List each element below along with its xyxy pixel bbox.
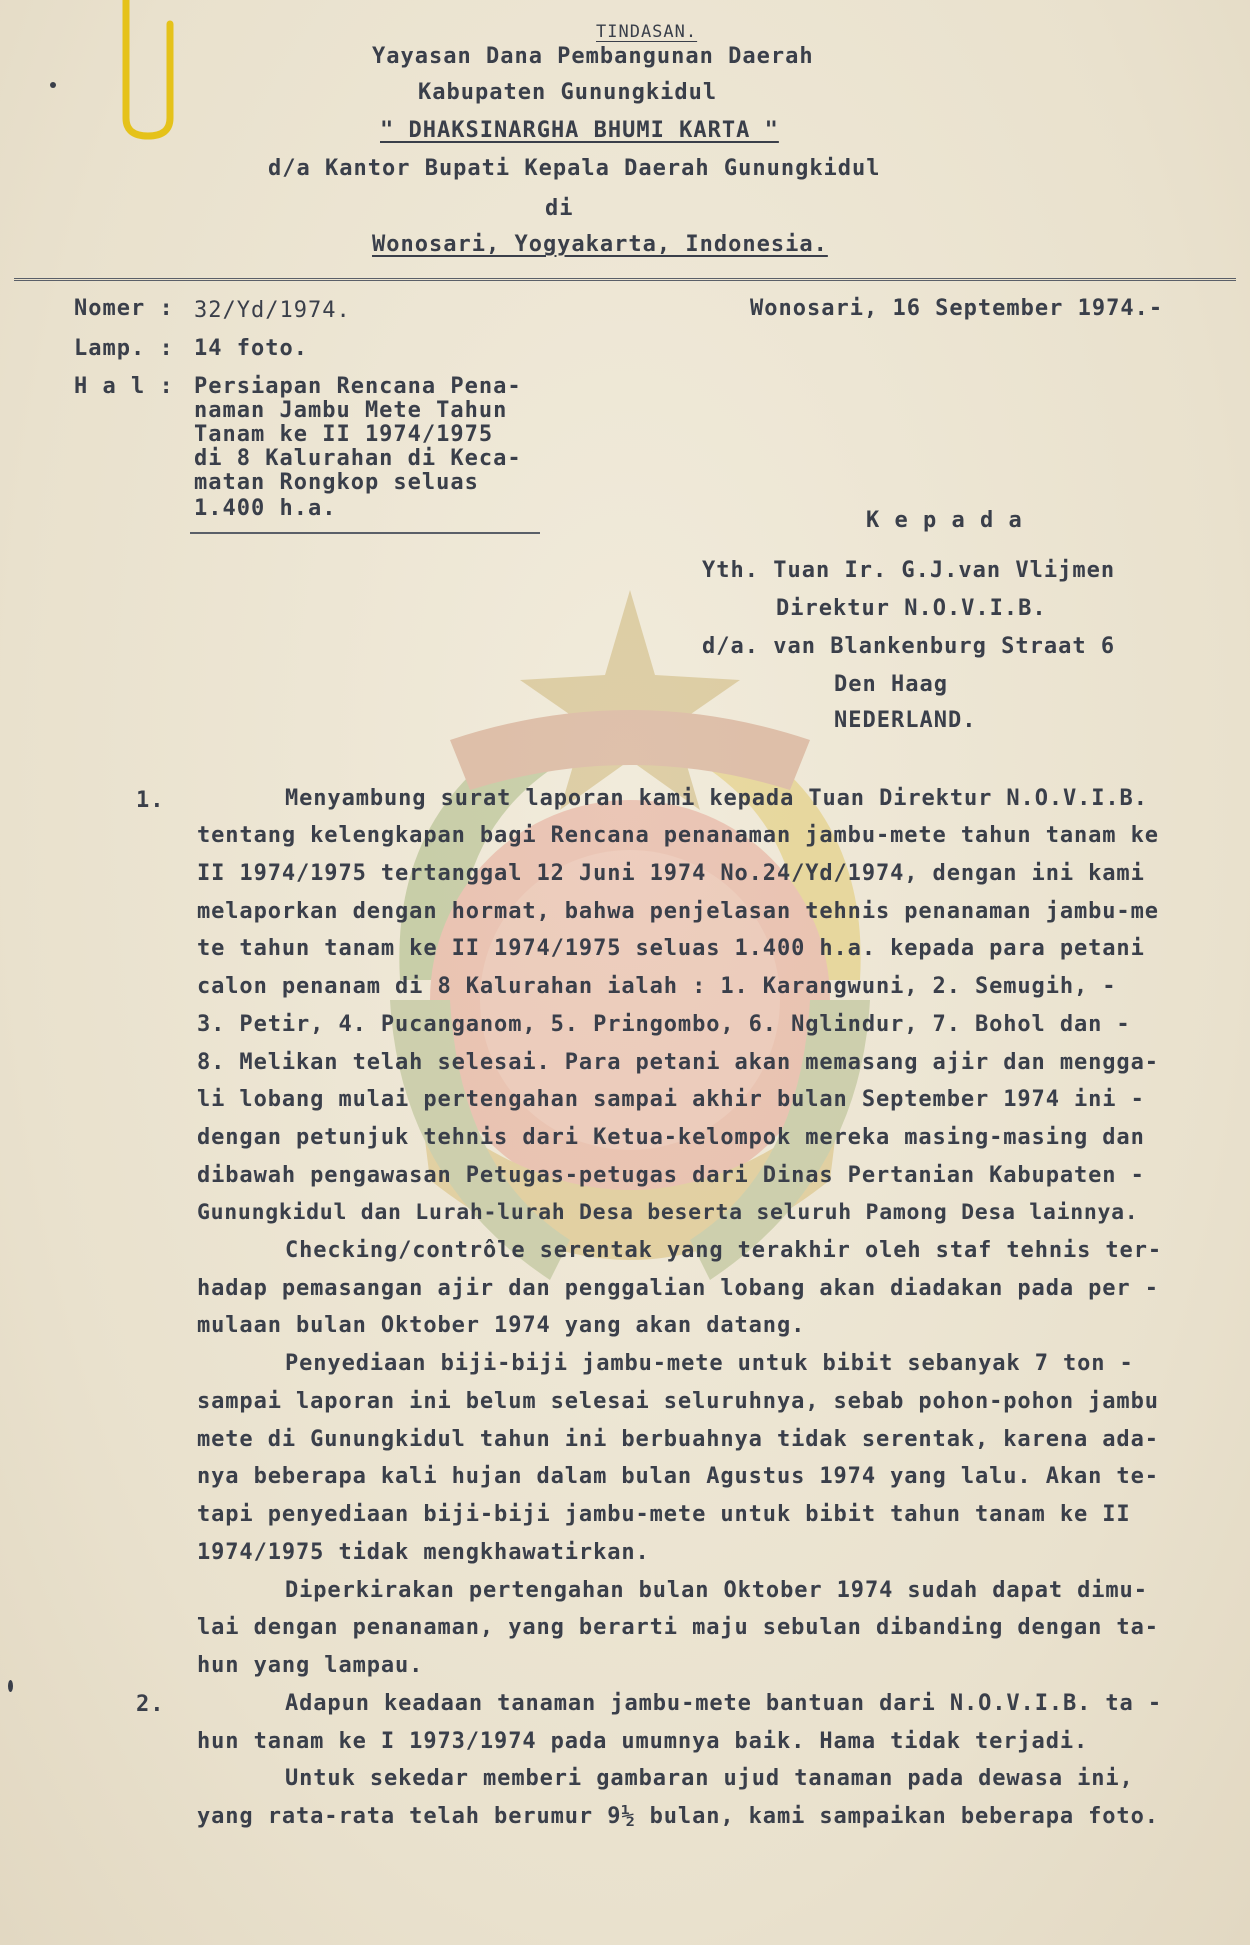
recipient-address: d/a. van Blankenburg Straat 6 <box>702 634 1116 659</box>
org-di: di <box>545 196 574 221</box>
lamp-value: 14 foto. <box>194 336 308 361</box>
tindasan-label: TINDASAN. <box>596 22 698 42</box>
body-line: Menyambung surat laporan kami kepada Tuan Direktur N.O.V.I.B. <box>285 786 1148 811</box>
body-line: 3. Petir, 4. Pucanganom, 5. Pringombo, 6. Nglindur, 7. Bohol dan - <box>197 1012 1131 1037</box>
body-line: Checking/contrôle serentak yang terakhir oleh staf tehnis ter- <box>285 1238 1162 1263</box>
body-line: hun tanam ke I 1973/1974 pada umumnya baik. Hama tidak terjadi. <box>197 1729 1089 1754</box>
hal-line: matan Rongkop seluas <box>194 470 479 495</box>
body-line: dibawah pengawasan Petugas-petugas dari Dinas Pertanian Kabupaten - <box>197 1163 1145 1188</box>
nomer-label: Nomer : <box>74 296 174 321</box>
hal-line: Persiapan Rencana Pena- <box>194 374 522 399</box>
body-line: tapi penyediaan biji-biji jambu-mete untuk bibit tahun tanam ke II <box>197 1502 1131 1527</box>
org-location: Wonosari, Yogyakarta, Indonesia. <box>372 232 828 257</box>
hal-line: di 8 Kalurahan di Keca- <box>194 446 522 471</box>
paper-clip-icon <box>118 0 182 140</box>
body-line: melaporkan dengan hormat, bahwa penjelasan tehnis penanaman jambu-me <box>197 899 1159 924</box>
body-line: Adapun keadaan tanaman jambu-mete bantuan dari N.O.V.I.B. ta - <box>285 1691 1162 1716</box>
org-address: d/a Kantor Bupati Kepala Daerah Gunungkidul <box>268 156 881 181</box>
hal-line: 1.400 h.a. <box>194 496 337 521</box>
nomer-value: 32/Yd/1974. <box>194 298 351 323</box>
ink-dot <box>8 1680 13 1692</box>
body-line: sampai laporan ini belum selesai seluruhnya, sebab pohon-pohon jambu <box>197 1389 1159 1414</box>
body-line: 8. Melikan telah selesai. Para petani akan memasang ajir dan mengga- <box>197 1050 1159 1075</box>
body-line: hadap pemasangan ajir dan penggalian lobang akan diadakan pada per - <box>197 1276 1159 1301</box>
body-line: nya beberapa kali hujan dalam bulan Agustus 1974 yang lalu. Akan te- <box>197 1464 1159 1489</box>
section-number-2: 2. <box>136 1692 165 1717</box>
body-line: mulaan bulan Oktober 1974 yang akan datang. <box>197 1313 806 1338</box>
kepada-label: K e p a d a <box>866 508 1023 533</box>
body-line: tentang kelengkapan bagi Rencana penanaman jambu-mete tahun tanam ke <box>197 823 1159 848</box>
body-line: lai dengan penanaman, yang berarti maju sebulan dibanding dengan ta- <box>197 1615 1159 1640</box>
body-line: II 1974/1975 tertanggal 12 Juni 1974 No.24/Yd/1974, dengan ini kami <box>197 861 1145 886</box>
org-regency: Kabupaten Gunungkidul <box>418 80 718 105</box>
body-line: Penyediaan biji-biji jambu-mete untuk bibit sebanyak 7 ton - <box>285 1351 1134 1376</box>
recipient-title: Direktur N.O.V.I.B. <box>776 596 1047 621</box>
org-motto: " DHAKSINARGHA BHUMI KARTA " <box>380 118 779 143</box>
recipient-name: Yth. Tuan Ir. G.J.van Vlijmen <box>702 558 1116 583</box>
body-line: Gunungkidul dan Lurah-lurah Desa beserta seluruh Pamong Desa lainnya. <box>197 1200 1139 1225</box>
body-line: calon penanam di 8 Kalurahan ialah : 1. Karangwuni, 2. Semugih, - <box>197 974 1117 999</box>
place-date: Wonosari, 16 September 1974.- <box>750 296 1164 321</box>
section-number-1: 1. <box>136 788 165 813</box>
header-divider <box>14 278 1236 281</box>
hal-line: naman Jambu Mete Tahun <box>194 398 508 423</box>
hal-line: Tanam ke II 1974/1975 <box>194 422 494 447</box>
body-line: 1974/1975 tidak mengkhawatirkan. <box>197 1540 650 1565</box>
body-line: Untuk sekedar memberi gambaran ujud tanaman pada dewasa ini, <box>285 1766 1134 1791</box>
body-line: te tahun tanam ke II 1974/1975 seluas 1.400 h.a. kepada para petani <box>197 936 1145 961</box>
ink-dot <box>50 82 56 88</box>
recipient-country: NEDERLAND. <box>834 708 977 733</box>
body-line: dengan petunjuk tehnis dari Ketua-kelompok mereka masing-masing dan <box>197 1125 1145 1150</box>
hal-label: H a l : <box>74 374 174 399</box>
body-line: yang rata-rata telah berumur 9½ bulan, kami sampaikan beberapa foto. <box>197 1804 1159 1829</box>
recipient-city: Den Haag <box>834 672 948 697</box>
body-line: hun yang lampau. <box>197 1653 424 1678</box>
lamp-label: Lamp. : <box>74 336 174 361</box>
org-name: Yayasan Dana Pembangunan Daerah <box>372 44 814 69</box>
body-line: Diperkirakan pertengahan bulan Oktober 1974 sudah dapat dimu- <box>285 1578 1148 1603</box>
body-line: li lobang mulai pertengahan sampai akhir bulan September 1974 ini - <box>197 1087 1145 1112</box>
body-line: mete di Gunungkidul tahun ini berbuahnya tidak serentak, karena ada- <box>197 1427 1159 1452</box>
hal-underline <box>190 532 540 534</box>
